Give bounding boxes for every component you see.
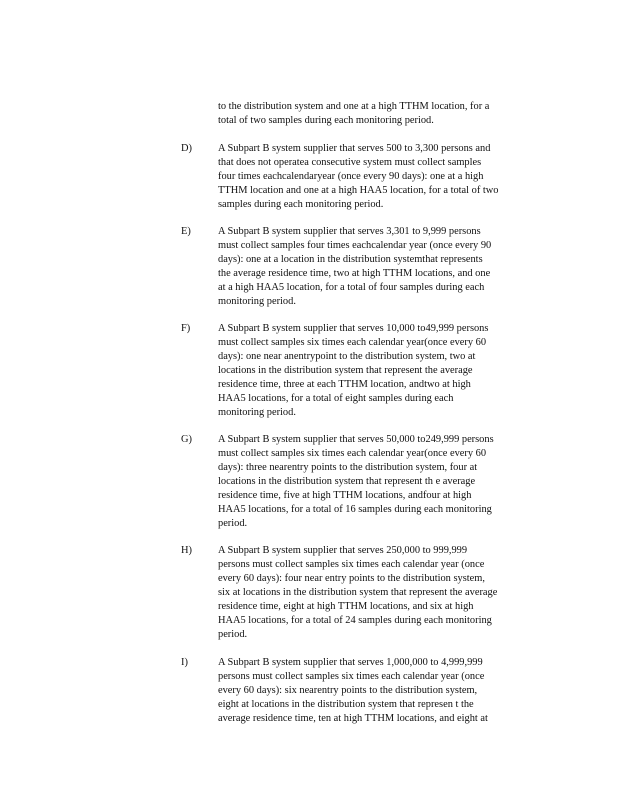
text-line: residence time, three at each TTHM location, andtwo at high [218,379,471,390]
text-line: to the distribution system and one at a high TTHM location, for a [218,101,490,112]
text-line: HAA5 locations, for a total of eight samples during each [218,393,454,404]
text-line: A Subpart B system supplier that serves 500 to 3,300 persons and [218,143,491,154]
text-line: every 60 days): four near entry points to the distribution system, [218,573,485,584]
item-marker: I) [181,657,188,668]
text-line: samples during each monitoring period. [218,199,384,210]
item-text [218,656,546,726]
text-line: days): one at a location in the distribution systemthat represents [218,254,483,265]
item-text [218,544,546,642]
text-line: eight at locations in the distribution system that represen t the [218,699,474,710]
item-marker: F) [181,323,191,334]
text-line: total of two samples during each monitoring period. [218,115,434,126]
text-line: must collect samples four times eachcalendar year (once every 90 [218,240,492,251]
text-line: TTHM location and one at a high HAA5 location, for a total of two [218,185,499,196]
text-line: A Subpart B system supplier that serves 250,000 to 999,999 [218,545,468,556]
text-line: days): three nearentry points to the distribution system, four at [218,462,478,473]
item-marker: D) [181,143,192,154]
item-text [218,433,546,531]
text-line: locations in the distribution system that represent the average [218,365,473,376]
text-line: average residence time, ten at high TTHM locations, and eight at [218,713,488,724]
text-line: HAA5 locations, for a total of 16 samples during each monitoring [218,504,492,515]
item-marker: H) [181,545,192,556]
text-line: period. [218,518,248,529]
item-text [218,225,546,309]
text-line: A Subpart B system supplier that serves 10,000 to49,999 persons [218,323,489,334]
text-line: days): one near anentrypoint to the distribution system, two at [218,351,476,362]
item-text [218,322,546,420]
text-line: persons must collect samples six times each calendar year (once [218,671,485,682]
text-line: A Subpart B system supplier that serves 3,301 to 9,999 persons [218,226,481,237]
item-marker: E) [181,226,191,237]
text-line: A Subpart B system supplier that serves 1,000,000 to 4,999,999 [218,657,483,668]
text-line: persons must collect samples six times each calendar year (once [218,559,485,570]
text-line: that does not operatea consecutive system must collect samples [218,157,482,168]
text-line: six at locations in the distribution system that represent the average [218,587,498,598]
text-line: residence time, eight at high TTHM locations, and six at high [218,601,474,612]
item-marker: G) [181,434,192,445]
text-line: every 60 days): six nearentry points to the distribution system, [218,685,478,696]
item-text [218,142,546,212]
text-line: HAA5 locations, for a total of 24 samples during each monitoring [218,615,492,626]
text-line: at a high HAA5 location, for a total of four samples during each [218,282,485,293]
text-line: locations in the distribution system that represent th e average [218,476,476,487]
text-line: must collect samples six times each calendar year(once every 60 [218,448,487,459]
text-line: period. [218,629,248,640]
text-line: residence time, five at high TTHM locations, andfour at high [218,490,472,501]
text-line: monitoring period. [218,296,296,307]
intro-paragraph [218,100,548,128]
text-line: must collect samples six times each calendar year(once every 60 [218,337,487,348]
text-line: the average residence time, two at high TTHM locations, and one [218,268,491,279]
text-line: four times eachcalendaryear (once every 90 days): one at a high [218,171,484,182]
text-line: monitoring period. [218,407,296,418]
text-line: A Subpart B system supplier that serves 50,000 to249,999 persons [218,434,494,445]
